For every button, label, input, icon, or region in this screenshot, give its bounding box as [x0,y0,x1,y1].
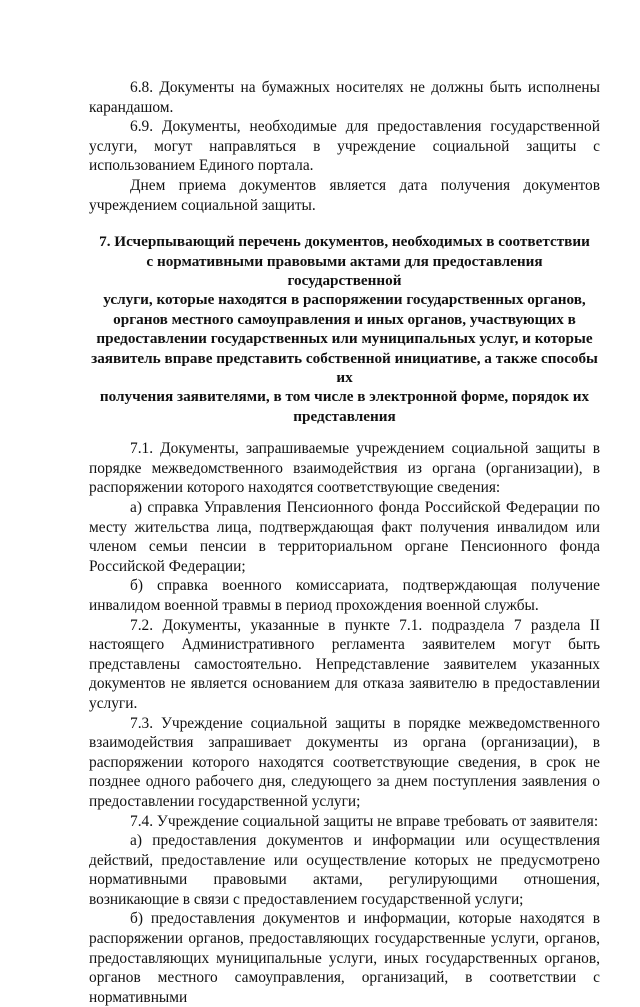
heading-line: органов местного самоуправления и иных органов, участвующих в [113,310,576,328]
paragraph-6-8: 6.8. Документы на бумажных носителях не должны быть исполнены карандашом. [89,79,600,116]
paragraph-7-1-b: б) справка военного комиссариата, подтверждающая получение инвалидом военной травмы в период прохождения военной службы. [89,577,600,614]
paragraph-7-4-b: б) предоставления документов и информации, которые находятся в распоряжении органов, предоставляющих государственные услуги, органов, предоставляющих муниципальные услуги, иных государственных органов, органов местного самоуправления, организаций, в соответствии с нормативными [89,910,600,1006]
paragraph-submission-date: Днем приема документов является дата получения документов учреждением социальной защиты. [89,176,600,214]
paragraph-7-4: 7.4. Учреждение социальной защиты не вправе требовать от заявителя: [130,812,599,830]
paragraph-7-4-a: а) предоставления документов и информации или осуществления действий, предоставление или осуществление которых не предусмотрено нормативными правовыми актами, регулирующими отношения, возникающие в связи с предоставлением государственной услуги; [89,832,600,908]
heading-line: предоставлении государственных или муниципальных услуг, и которые [96,330,593,348]
heading-line: с нормативными правовыми актами для предоставления государственной [146,252,543,289]
paragraph-6-9: 6.9. Документы, необходимые для предоставления государственной услуги, могут направляться в учреждение социальной защиты с использованием Единого портала. [89,118,600,175]
paragraph-7-2: 7.2. Документы, указанные в пункте 7.1. подраздела 7 раздела II настоящего Административного регламента заявителем могут быть представлены самостоятельно. Непредставление заявителем указанных документов не является основанием для отказа заявителю в предоставлении услуги. [89,616,600,712]
paragraph-7-1-a: а) справка Управления Пенсионного фонда Российской Федерации по месту жительства лица, подтверждающая факт получения инвалидом или членом семьи пенсии в территориальном органе Пенсионного фонда Российской Федерации; [89,499,600,575]
document-body [89,78,600,1007]
heading-line: представления [293,407,396,425]
paragraph-7-1: 7.1. Документы, запрашиваемые учреждением социальной защиты в порядке межведомственного взаимодействия из органа (организации), в распоряжении которого находятся соответствующие сведения: [89,440,600,497]
paragraph-7-3: 7.3. Учреждение социальной защиты в порядке межведомственного взаимодействия запрашивает документы из органа (организации), в распоряжении которого находятся соответствующие сведения, в срок не позднее одного рабочего дня, следующего за днем поступления заявления о предоставлении государственной услуги; [89,714,600,810]
heading-line: 7. Исчерпывающий перечень документов, необходимых в соответствии [99,233,590,251]
heading-line: услуги, которые находятся в распоряжении государственных органов, [103,291,586,309]
section-7-heading [89,232,600,426]
heading-line: заявитель вправе представить собственной инициативе, а также способы их [91,349,598,386]
heading-line: получения заявителями, в том числе в электронной форме, порядок их [99,388,590,406]
